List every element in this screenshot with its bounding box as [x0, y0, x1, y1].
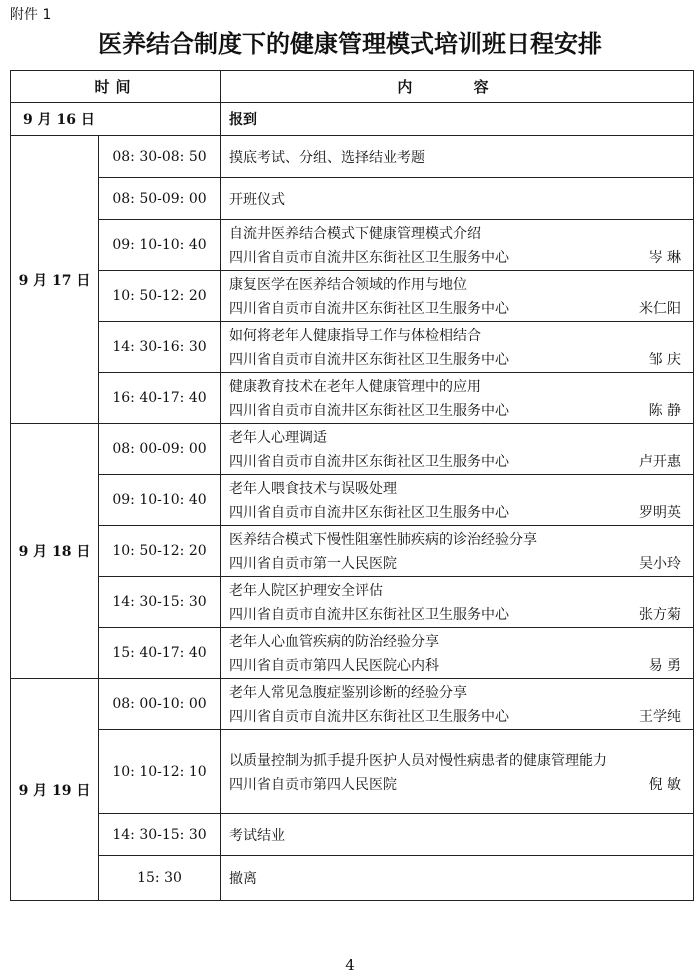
- session-content: [221, 220, 694, 271]
- session-speaker: 吴小玲: [639, 556, 682, 572]
- session-topic: 开班仪式: [229, 191, 286, 208]
- session-content: [221, 271, 694, 322]
- session-content: [221, 814, 694, 856]
- session-time: 09: 10-10: 40: [99, 220, 221, 271]
- session-speaker: 岑 琳: [648, 250, 682, 266]
- session-org: 四川省自贡市自流井区东街社区卫生服务中心: [229, 709, 510, 725]
- table-row: [11, 424, 694, 475]
- session-topic: 如何将老年人健康指导工作与体检相结合: [229, 328, 482, 344]
- session-org: 四川省自贡市自流井区东街社区卫生服务中心: [229, 301, 510, 317]
- table-row: [11, 220, 694, 271]
- session-org: 四川省自贡市第四人民医院心内科: [229, 658, 440, 674]
- schedule-table: [10, 70, 694, 901]
- session-content: [221, 577, 694, 628]
- session-time: 08: 00-09: 00: [99, 424, 221, 475]
- session-org: 四川省自贡市自流井区东街社区卫生服务中心: [229, 454, 510, 470]
- session-topic: 老年人院区护理安全评估: [229, 583, 384, 599]
- table-row: [11, 628, 694, 679]
- session-topic: 老年人喂食技术与误吸处理: [229, 481, 398, 497]
- session-org: 四川省自贡市第一人民医院: [229, 556, 398, 572]
- session-org: 四川省自贡市第四人民医院: [229, 776, 398, 793]
- session-time: 16: 40-17: 40: [99, 373, 221, 424]
- session-org: 四川省自贡市自流井区东街社区卫生服务中心: [229, 403, 510, 419]
- session-speaker: 罗明英: [639, 505, 682, 521]
- session-time: 10: 10-12: 10: [99, 730, 221, 814]
- session-time: 14: 30-15: 30: [99, 577, 221, 628]
- table-row: [11, 271, 694, 322]
- table-row: [11, 679, 694, 730]
- session-content: [221, 730, 694, 814]
- session-content: [221, 856, 694, 901]
- table-row: [11, 373, 694, 424]
- session-time: 10: 50-12: 20: [99, 271, 221, 322]
- table-row: [11, 814, 694, 856]
- session-org: 四川省自贡市自流井区东街社区卫生服务中心: [229, 352, 510, 368]
- session-speaker: 王学纯: [639, 709, 682, 725]
- session-time: 08: 30-08: 50: [99, 136, 221, 178]
- session-speaker: 张方菊: [639, 607, 682, 623]
- session-topic: 老年人心血管疾病的防治经验分享: [229, 634, 440, 650]
- session-speaker: 卢开惠: [639, 454, 682, 470]
- arrival-content: 报到: [221, 103, 694, 136]
- session-content: [221, 136, 694, 178]
- session-speaker: 易 勇: [648, 658, 682, 674]
- arrival-date: 9 月 16 日: [11, 103, 221, 136]
- session-content: [221, 178, 694, 220]
- day-label-19: 9 月 19 日: [11, 679, 99, 901]
- session-topic: 老年人心理调适: [229, 430, 328, 446]
- day-label-18: 9 月 18 日: [11, 424, 99, 679]
- table-row: [11, 730, 694, 814]
- session-topic: 老年人常见急腹症鉴别诊断的经验分享: [229, 685, 468, 701]
- session-time: 15: 30: [99, 856, 221, 901]
- attachment-label: 附件 1: [10, 7, 52, 23]
- session-speaker: 米仁阳: [639, 301, 682, 317]
- table-row: [11, 178, 694, 220]
- session-topic: 健康教育技术在老年人健康管理中的应用: [229, 379, 482, 395]
- session-org: 四川省自贡市自流井区东街社区卫生服务中心: [229, 505, 510, 521]
- session-time: 08: 50-09: 00: [99, 178, 221, 220]
- page-number: 4: [345, 956, 355, 974]
- page-title: 医养结合制度下的健康管理模式培训班日程安排: [98, 30, 602, 58]
- table-row: [11, 475, 694, 526]
- table-row: [11, 322, 694, 373]
- session-topic: 康复医学在医养结合领域的作用与地位: [229, 277, 468, 293]
- session-content: [221, 526, 694, 577]
- table-row: [11, 526, 694, 577]
- session-content: [221, 373, 694, 424]
- session-topic: 医养结合模式下慢性阻塞性肺疾病的诊治经验分享: [229, 532, 538, 548]
- session-org: 四川省自贡市自流井区东街社区卫生服务中心: [229, 250, 510, 266]
- table-row: [11, 136, 694, 178]
- header-row: [11, 71, 694, 103]
- session-topic: 自流井医养结合模式下健康管理模式介绍: [229, 226, 482, 242]
- table-row: [11, 577, 694, 628]
- session-content: [221, 322, 694, 373]
- session-topic: 考试结业: [229, 827, 286, 844]
- session-speaker: 倪 敏: [648, 776, 682, 793]
- session-time: 08: 00-10: 00: [99, 679, 221, 730]
- day-label-17: 9 月 17 日: [11, 136, 99, 424]
- session-content: [221, 628, 694, 679]
- session-content: [221, 679, 694, 730]
- arrival-row: [11, 103, 694, 136]
- session-topic: 撤离: [229, 871, 258, 887]
- session-time: 14: 30-16: 30: [99, 322, 221, 373]
- session-time: 15: 40-17: 40: [99, 628, 221, 679]
- session-time: 10: 50-12: 20: [99, 526, 221, 577]
- table-row: [11, 856, 694, 901]
- session-speaker: 邹 庆: [648, 352, 682, 368]
- session-topic: 以质量控制为抓手提升医护人员对慢性病患者的健康管理能力: [229, 752, 608, 769]
- header-time: 时间: [11, 71, 221, 103]
- session-org: 四川省自贡市自流井区东街社区卫生服务中心: [229, 607, 510, 623]
- session-time: 14: 30-15: 30: [99, 814, 221, 856]
- session-time: 09: 10-10: 40: [99, 475, 221, 526]
- session-content: [221, 475, 694, 526]
- session-content: [221, 424, 694, 475]
- session-speaker: 陈 静: [648, 403, 682, 419]
- header-content: 内 容: [221, 71, 694, 103]
- session-topic: 摸底考试、分组、选择结业考题: [229, 149, 426, 166]
